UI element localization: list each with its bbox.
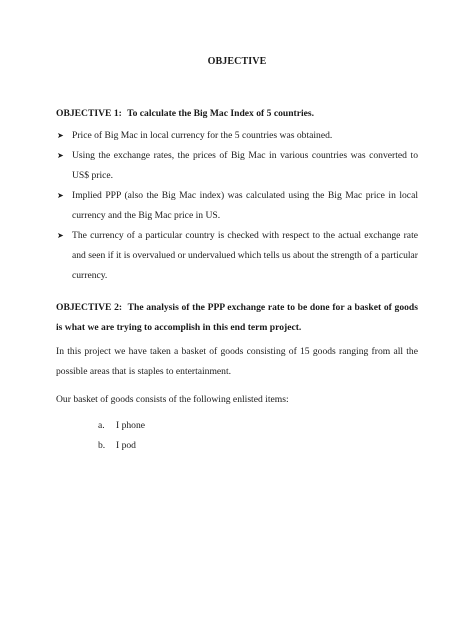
bullet-text: Implied PPP (also the Big Mac index) was calculated using the Big Mac price in local currency and the Big Mac price in US. xyxy=(72,190,418,221)
page-title: OBJECTIVE xyxy=(207,56,267,67)
basket-items-list xyxy=(56,416,418,456)
bullet-text: Price of Big Mac in local currency for the 5 countries was obtained. xyxy=(72,130,333,141)
arrow-right-icon: ➤ xyxy=(57,191,64,200)
objective-2-section xyxy=(56,298,418,456)
item-marker: a. xyxy=(98,420,105,431)
list-item xyxy=(98,416,418,436)
item-marker: b. xyxy=(98,440,106,451)
objective-2-heading xyxy=(56,298,418,338)
objective-1-label: OBJECTIVE 1: xyxy=(56,108,122,119)
list-item xyxy=(56,146,418,186)
arrow-right-icon: ➤ xyxy=(57,231,64,240)
list-item xyxy=(56,226,418,286)
item-text: I phone xyxy=(116,420,146,431)
list-item xyxy=(56,126,418,146)
list-item xyxy=(56,186,418,226)
bullet-text: Using the exchange rates, the prices of Big Mac in various countries was converted to US$ price. xyxy=(72,150,418,181)
arrow-right-icon: ➤ xyxy=(57,131,64,140)
item-text: I pod xyxy=(116,440,136,451)
objective-2-label: OBJECTIVE 2: xyxy=(56,302,123,313)
list-item xyxy=(98,436,418,456)
objective-1-heading xyxy=(56,104,418,124)
objective-1-text: To calculate the Big Mac Index of 5 countries. xyxy=(127,108,315,119)
objective-2-text: The analysis of the PPP exchange rate to be done for a basket of goods is what we are trying to accomplish in this end term project. xyxy=(56,302,418,333)
document-body xyxy=(56,104,418,456)
arrow-right-icon: ➤ xyxy=(57,151,64,160)
objective-2-paragraph-2: Our basket of goods consists of the following enlisted items: xyxy=(56,394,289,405)
bullet-text: The currency of a particular country is checked with respect to the actual exchange rate and seen if it is overvalued or undervalued which tells us about the strength of a particular currency. xyxy=(72,230,418,281)
objective-2-paragraph-1: In this project we have taken a basket of goods consisting of 15 goods ranging from all the possible areas that is staples to entertainment. xyxy=(56,346,418,377)
objective-1-bullet-list xyxy=(56,126,418,286)
